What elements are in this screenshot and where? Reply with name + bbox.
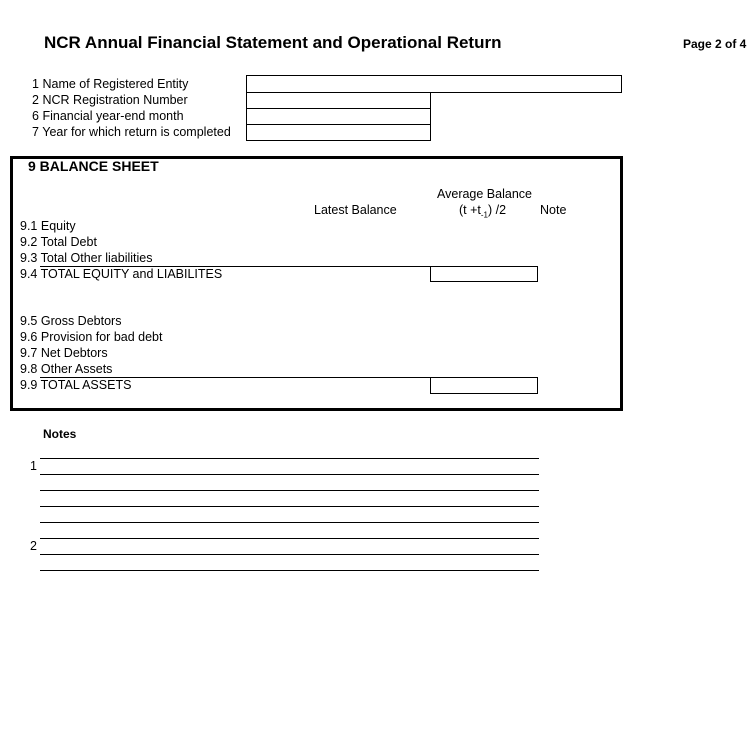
- row-number: 6: [32, 109, 39, 123]
- row-number: 9.3: [20, 251, 38, 265]
- note-line[interactable]: [40, 490, 539, 491]
- row-number: 9.5: [20, 314, 38, 328]
- page-title: NCR Annual Financial Statement and Operational Return: [44, 33, 502, 52]
- latest-balance-header: Latest Balance: [314, 203, 397, 217]
- balance-row-equity: [20, 218, 76, 234]
- row-number: 9.8: [20, 362, 38, 376]
- balance-sheet-title: 9 BALANCE SHEET: [28, 158, 159, 174]
- row-label: Equity: [40, 219, 76, 233]
- row-number: 9.6: [20, 330, 38, 344]
- row-label: Net Debtors: [40, 346, 108, 360]
- note-number: 1: [30, 459, 37, 473]
- year-end-month-field[interactable]: [246, 108, 431, 125]
- balance-row-gross-debtors: [20, 313, 121, 329]
- note-line[interactable]: [40, 554, 539, 555]
- note-line[interactable]: [40, 570, 539, 571]
- balance-row-other-assets: [20, 361, 112, 377]
- entity-name-field[interactable]: [246, 75, 622, 93]
- info-row-year-end-month: [20, 108, 184, 124]
- balance-row-other-liabilities: [20, 250, 153, 266]
- note-line[interactable]: [40, 538, 539, 539]
- row-label: Provision for bad debt: [40, 330, 163, 344]
- row-label: Total Debt: [40, 235, 97, 249]
- row-label: Financial year-end month: [42, 109, 184, 123]
- row-label: Other Assets: [40, 362, 113, 376]
- row-number: 9.4: [20, 267, 38, 281]
- balance-row-total-assets: [20, 377, 131, 393]
- row-number: 2: [32, 93, 39, 107]
- note-header: Note: [540, 203, 567, 217]
- info-row-registration-number: [20, 92, 188, 108]
- balance-row-net-debtors: [20, 345, 108, 361]
- info-row-return-year: [20, 124, 231, 140]
- row-label: Gross Debtors: [40, 314, 122, 328]
- row-label: Year for which return is completed: [42, 125, 231, 139]
- info-row-entity-name: [20, 76, 188, 92]
- formula-part: (t +t: [459, 203, 481, 217]
- row-number: 1: [32, 77, 39, 91]
- page-number: Page 2 of 4: [683, 37, 747, 51]
- row-number: 9.9: [20, 378, 38, 392]
- return-year-field[interactable]: [246, 124, 431, 141]
- balance-row-bad-debt-provision: [20, 329, 162, 345]
- row-label: NCR Registration Number: [42, 93, 188, 107]
- note-line[interactable]: [40, 474, 539, 475]
- total-assets-field[interactable]: [430, 377, 538, 394]
- row-label: Name of Registered Entity: [42, 77, 189, 91]
- formula-part: ) /2: [488, 203, 507, 217]
- row-label: TOTAL ASSETS: [40, 378, 132, 392]
- row-number: 9.7: [20, 346, 38, 360]
- note-line[interactable]: [40, 506, 539, 507]
- average-balance-formula: [459, 202, 506, 224]
- row-label: TOTAL EQUITY and LIABILITES: [40, 267, 223, 281]
- note-line[interactable]: [40, 522, 539, 523]
- balance-row-total-debt: [20, 234, 97, 250]
- total-equity-liabilities-field[interactable]: [430, 266, 538, 282]
- balance-row-total-equity-liabilities: [20, 266, 222, 282]
- row-number: 7: [32, 125, 39, 139]
- registration-number-field[interactable]: [246, 92, 431, 109]
- average-balance-header: Average Balance: [437, 187, 532, 201]
- row-number: 9.1: [20, 219, 38, 233]
- row-label: Total Other liabilities: [40, 251, 153, 265]
- row-number: 9.2: [20, 235, 38, 249]
- formula-subscript: -1: [480, 210, 489, 220]
- notes-title: Notes: [43, 427, 77, 441]
- note-line[interactable]: [40, 458, 539, 459]
- note-number: 2: [30, 539, 37, 553]
